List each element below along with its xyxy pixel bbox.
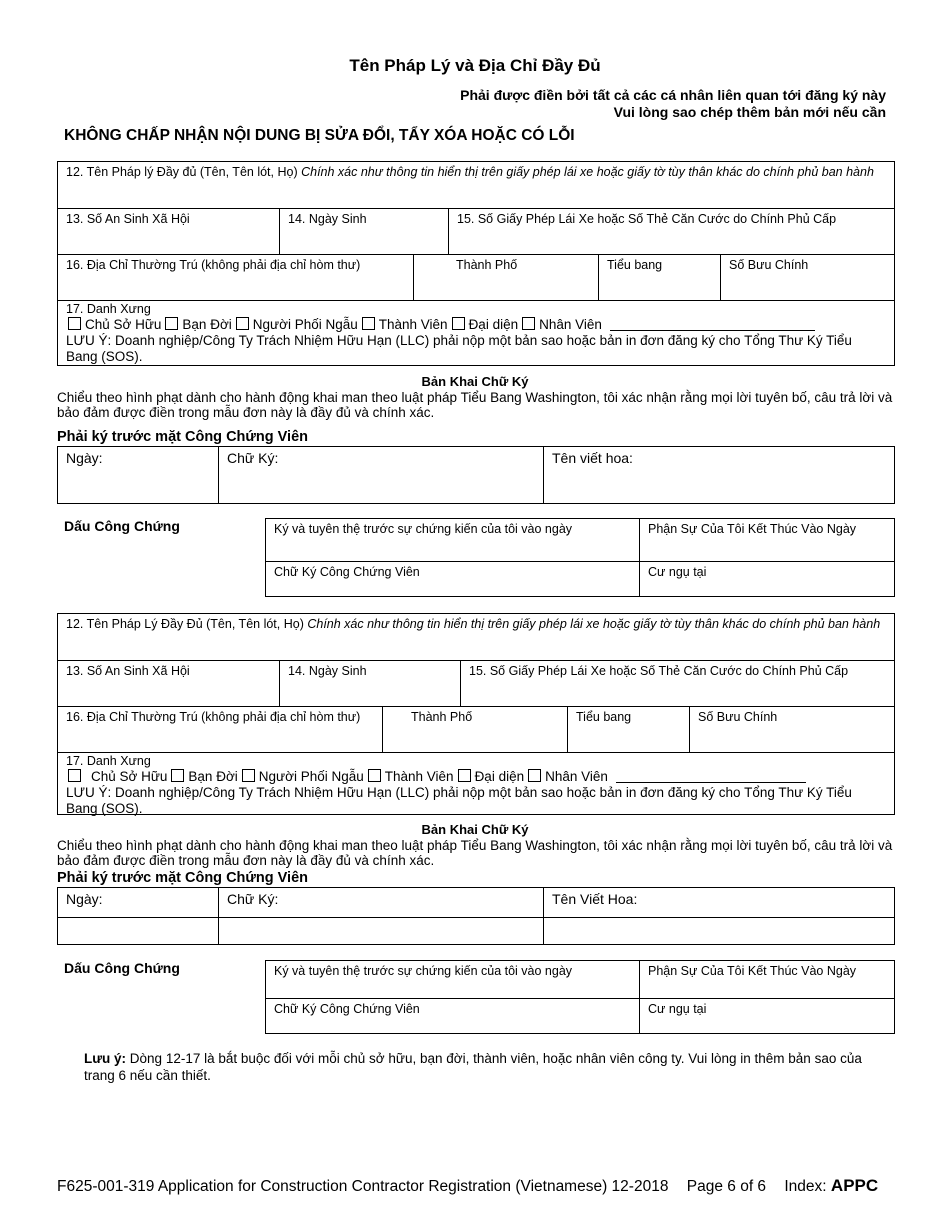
form-id: F625-001-319 Application for Construction Contractor Registration (Vietnamese) 12-2018 — [57, 1178, 669, 1195]
residing-label: Cư ngụ tại — [648, 1002, 707, 1016]
commission-label: Phận Sự Của Tôi Kết Thúc Vào Ngày — [648, 964, 857, 978]
signature-table-1 — [57, 446, 895, 504]
footnote-label: Lưu ý: — [84, 1051, 127, 1066]
ssn-field[interactable] — [58, 208, 279, 254]
state-label: Tiểu bang — [576, 710, 632, 724]
role-checkbox-member[interactable] — [362, 317, 375, 330]
role-checkbox-partner[interactable] — [171, 769, 184, 782]
address-label: 16. Địa Chỉ Thường Trú (không phải địa chỉ hòm thư) — [66, 258, 361, 272]
role-label-member: Thành Viên — [378, 317, 448, 332]
city-label: Thành Phố — [456, 258, 518, 272]
address-field[interactable] — [58, 706, 382, 752]
dob-label: 14. Ngày Sinh — [288, 664, 367, 678]
notary-signature-field[interactable] — [266, 561, 639, 596]
notary-signature-field[interactable] — [266, 998, 639, 1033]
city-label: Thành Phố — [411, 710, 473, 724]
title-field — [58, 752, 894, 814]
dob-field[interactable] — [279, 660, 460, 706]
license-field[interactable] — [460, 660, 894, 706]
index-label: Index: — [784, 1178, 827, 1195]
role-label-spouse: Người Phối Ngẫu — [258, 769, 364, 784]
role-other-line[interactable] — [610, 330, 815, 331]
state-field[interactable] — [567, 706, 689, 752]
role-label-member: Thành Viên — [384, 769, 454, 784]
role-label-partner: Bạn Đời — [188, 769, 238, 784]
role-label-spouse: Người Phối Ngẫu — [252, 317, 358, 332]
page-footer — [57, 1176, 878, 1196]
role-label-owner: Chủ Sở Hữu — [91, 769, 168, 784]
signature-label: Chữ Ký: — [227, 891, 279, 907]
print-name-field[interactable] — [543, 447, 894, 503]
role-label-owner: Chủ Sở Hữu — [85, 317, 162, 332]
ssn-label: 13. Số An Sinh Xã Hội — [66, 212, 190, 226]
notary-seal-label: Dấu Công Chứng — [64, 518, 180, 534]
role-label-representative: Đại diện — [468, 317, 519, 332]
print-name-field[interactable] — [543, 917, 894, 944]
person-info-table-1 — [57, 161, 895, 366]
license-field[interactable] — [448, 208, 894, 254]
date-field[interactable] — [58, 447, 218, 503]
commission-label: Phận Sự Của Tôi Kết Thúc Vào Ngày — [648, 522, 857, 536]
notary-heading: Phải ký trước mặt Công Chứng Viên — [57, 429, 308, 445]
address-label: 16. Địa Chỉ Thường Trú (không phải địa chỉ hòm thư) — [66, 710, 361, 724]
declaration-heading: Bản Khai Chữ Ký — [421, 374, 529, 389]
title-label: 17. Danh Xưng — [66, 302, 151, 316]
legal-name-label: 12. Tên Pháp Lý Đầy Đủ (Tên, Tên lót, Họ) — [66, 617, 304, 631]
role-options — [66, 768, 886, 785]
notary-signature-label: Chữ Ký Công Chứng Viên — [274, 565, 420, 579]
page-title: Tên Pháp Lý và Địa Chỉ Đầy Đủ — [349, 56, 601, 75]
footnote — [84, 1050, 894, 1084]
legal-name-field[interactable] — [58, 162, 894, 208]
subtitle-required: Phải được điền bởi tất cả các cá nhân liên quan tới đăng ký này — [460, 87, 886, 103]
zip-field[interactable] — [689, 706, 894, 752]
date-header — [58, 888, 218, 917]
license-label: 15. Số Giấy Phép Lái Xe hoặc Số Thẻ Căn Cước do Chính Phủ Cấp — [457, 212, 837, 226]
role-label-employee: Nhân Viên — [545, 769, 608, 784]
commission-expires-field[interactable] — [639, 961, 894, 998]
dob-field[interactable] — [279, 208, 448, 254]
date-label: Ngày: — [66, 891, 103, 907]
legal-name-note: Chính xác như thông tin hiển thị trên giấy phép lái xe hoặc giấy tờ tùy thân khác do chính phủ ban hành — [307, 617, 881, 631]
role-checkbox-representative[interactable] — [458, 769, 471, 782]
signature-field[interactable] — [218, 917, 543, 944]
role-other-line[interactable] — [616, 782, 806, 783]
declaration-text: Chiểu theo hình phạt dành cho hành động khai man theo luật pháp Tiểu Bang Washington, tôi xác nhận rằng mọi lời tuyên bố, câu trả lời và bảo đảm được điền trong mẫu đơn này là đầy đủ và chính xác. — [57, 390, 893, 420]
role-checkbox-employee[interactable] — [528, 769, 541, 782]
print-name-header — [543, 888, 894, 917]
declaration-text: Chiểu theo hình phạt dành cho hành động khai man theo luật pháp Tiểu Bang Washington, tôi xác nhận rằng mọi lời tuyên bố, câu trả lời và bảo đảm được điền trong mẫu đơn này là đầy đủ và chính xác. — [57, 838, 893, 868]
signature-header — [218, 888, 543, 917]
role-checkbox-partner[interactable] — [165, 317, 178, 330]
legal-name-note: Chính xác như thông tin hiển thị trên giấy phép lái xe hoặc giấy tờ tùy thân khác do chính phủ ban hành — [301, 165, 874, 179]
license-label: 15. Số Giấy Phép Lái Xe hoặc Số Thẻ Căn Cước do Chính Phủ Cấp — [469, 664, 849, 678]
date-label: Ngày: — [66, 450, 103, 466]
notary-signature-label: Chữ Ký Công Chứng Viên — [274, 1002, 420, 1016]
sos-note: LƯU Ý: Doanh nghiệp/Công Ty Trách Nhiệm Hữu Hạn (LLC) phải nộp một bản sao hoặc bản in đơn đăng ký cho Tổng Thư Ký Tiểu Bang (SOS). — [66, 333, 852, 364]
legal-name-field[interactable] — [58, 614, 894, 660]
role-options — [66, 316, 886, 333]
residing-field[interactable] — [639, 998, 894, 1033]
role-checkbox-owner[interactable] — [68, 769, 81, 782]
state-field[interactable] — [598, 254, 720, 300]
zip-label: Số Bưu Chính — [729, 258, 809, 272]
title-label: 17. Danh Xưng — [66, 754, 151, 768]
sworn-date-field[interactable] — [266, 519, 639, 561]
notary-table-1 — [265, 518, 895, 597]
legal-name-label: 12. Tên Pháp lý Đầy đủ (Tên, Tên lót, Họ) — [66, 165, 298, 179]
footnote-text: Dòng 12-17 là bắt buộc đối với mỗi chủ sở hữu, bạn đời, thành viên, hoặc nhân viên công ty. Vui lòng in thêm bản sao của trang 6 nếu cần thiết. — [84, 1051, 862, 1083]
print-name-label: Tên viết hoa: — [552, 450, 633, 466]
state-label: Tiểu bang — [607, 258, 663, 272]
sworn-label: Ký và tuyên thệ trước sự chứng kiến của tôi vào ngày — [274, 522, 573, 536]
commission-expires-field[interactable] — [639, 519, 894, 561]
title-field — [58, 300, 894, 365]
zip-label: Số Bưu Chính — [698, 710, 778, 724]
subtitle-copy: Vui lòng sao chép thêm bản mới nếu cần — [613, 104, 886, 120]
role-checkbox-representative[interactable] — [452, 317, 465, 330]
print-name-label: Tên Viết Hoa: — [552, 891, 638, 907]
zip-field[interactable] — [720, 254, 894, 300]
ssn-label: 13. Số An Sinh Xã Hội — [66, 664, 190, 678]
role-label-employee: Nhân Viên — [539, 317, 602, 332]
notary-seal-label: Dấu Công Chứng — [64, 960, 180, 976]
residing-field[interactable] — [639, 561, 894, 596]
city-field[interactable] — [382, 706, 567, 752]
sworn-label: Ký và tuyên thệ trước sự chứng kiến của tôi vào ngày — [274, 964, 573, 978]
role-checkbox-member[interactable] — [368, 769, 381, 782]
warning-heading: KHÔNG CHẤP NHẬN NỘI DUNG BỊ SỬA ĐỔI, TẨY XÓA HOẶC CÓ LỖI — [64, 127, 575, 144]
signature-table-2 — [57, 887, 895, 945]
sos-note: LƯU Ý: Doanh nghiệp/Công Ty Trách Nhiệm Hữu Hạn (LLC) phải nộp một bản sao hoặc bản in đơn đăng ký cho Tổng Thư Ký Tiểu Bang (SOS). — [66, 785, 852, 816]
person-info-table-2 — [57, 613, 895, 815]
role-label-representative: Đại diện — [474, 769, 525, 784]
role-checkbox-employee[interactable] — [522, 317, 535, 330]
notary-table-2 — [265, 960, 895, 1034]
declaration-heading: Bản Khai Chữ Ký — [421, 822, 529, 837]
role-label-partner: Bạn Đời — [182, 317, 232, 332]
page-number: Page 6 of 6 — [686, 1178, 767, 1195]
role-checkbox-spouse[interactable] — [236, 317, 249, 330]
ssn-field[interactable] — [58, 660, 279, 706]
residing-label: Cư ngụ tại — [648, 565, 707, 579]
signature-field[interactable] — [218, 447, 543, 503]
address-field[interactable] — [58, 254, 413, 300]
index-value: APPC — [830, 1176, 879, 1195]
role-checkbox-spouse[interactable] — [242, 769, 255, 782]
sworn-date-field[interactable] — [266, 961, 639, 998]
role-checkbox-owner[interactable] — [68, 317, 81, 330]
signature-label: Chữ Ký: — [227, 450, 279, 466]
notary-heading: Phải ký trước mặt Công Chứng Viên — [57, 870, 308, 886]
date-field[interactable] — [58, 917, 218, 944]
city-field[interactable] — [413, 254, 598, 300]
dob-label: 14. Ngày Sinh — [288, 212, 367, 226]
